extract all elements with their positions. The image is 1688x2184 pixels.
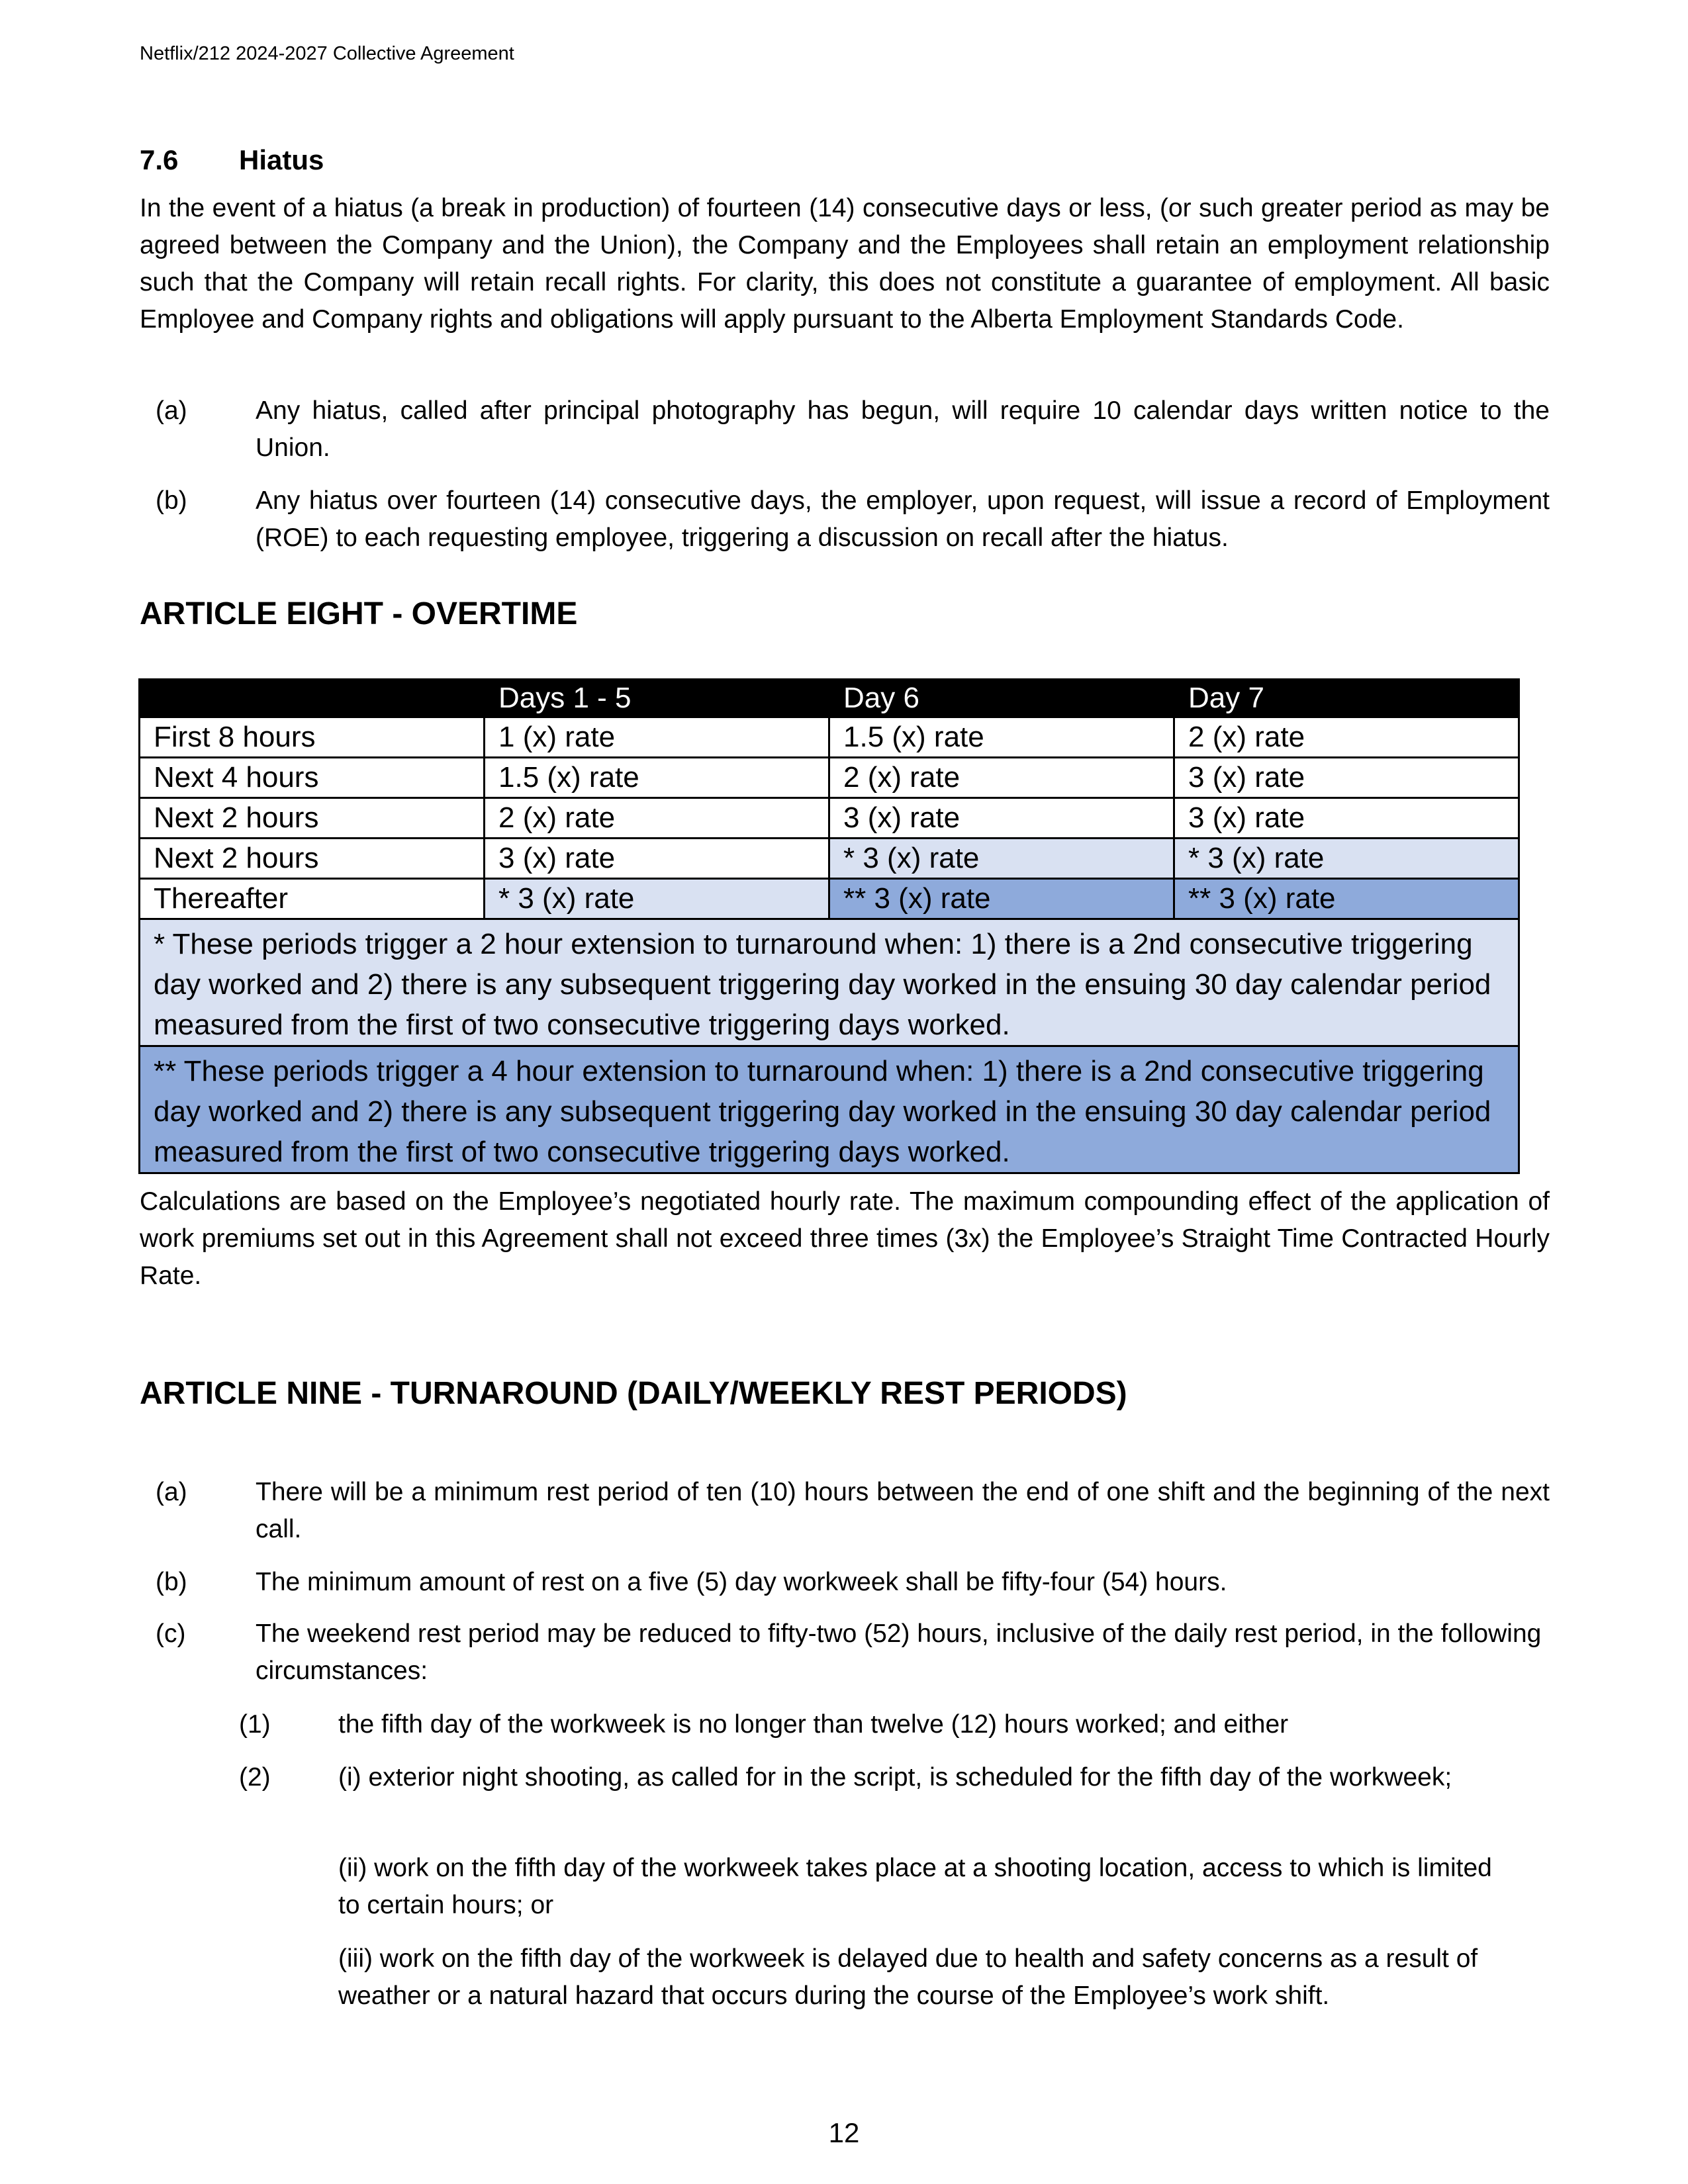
item-marker: (b): [156, 486, 187, 515]
table-cell: Thereafter: [140, 879, 485, 919]
section-heading-7-6: [140, 142, 324, 179]
table-row: [140, 839, 1519, 879]
table-cell-single-star: * 3 (x) rate: [1174, 839, 1519, 879]
hiatus-paragraph: In the event of a hiatus (a break in production) of fourteen (14) consecutive days or less, (or such greater period as may be agreed between the Company and the Union), the Company and the Employees shall retain an employment relationship such that the Company will retain recall rights. For clarity, this does not constitute a guarantee of employment. All basic Employee and Company rights and obligations will apply pursuant to the Alberta Employment Standards Code.: [140, 194, 1550, 334]
table-cell: 2 (x) rate: [829, 758, 1174, 798]
item-text: Any hiatus, called after principal photography has begun, will require 10 calendar days written notice to the Union.: [256, 396, 1550, 462]
item-marker: (b): [156, 1568, 187, 1596]
overtime-table: [138, 678, 1520, 1174]
table-cell-double-star: ** 3 (x) rate: [829, 879, 1174, 919]
item-marker: (c): [156, 1619, 186, 1648]
table-cell: 3 (x) rate: [1174, 798, 1519, 839]
subitem-text: (i) exterior night shooting, as called for in the script, is scheduled for the fifth day of the workweek;: [338, 1763, 1452, 1792]
table-cell: 2 (x) rate: [1174, 717, 1519, 758]
subitem-continuation: (ii) work on the fifth day of the workweek takes place at a shooting location, access to which is limited to certain hours; or: [338, 1854, 1492, 1919]
table-row: [140, 798, 1519, 839]
single-star-note: * These periods trigger a 2 hour extension to turnaround when: 1) there is a 2nd consecutive triggering day worked and 2) there is any subsequent triggering day worked in the ensuing 30 day calendar period measured from the first of two consecutive triggering days worked.: [140, 919, 1519, 1046]
column-header: Day 6: [829, 680, 1174, 717]
table-cell: First 8 hours: [140, 717, 485, 758]
page-number: 12: [828, 2117, 860, 2148]
table-cell: 1.5 (x) rate: [485, 758, 829, 798]
column-header: Days 1 - 5: [485, 680, 829, 717]
table-cell: Next 2 hours: [140, 798, 485, 839]
item-marker: (a): [156, 1478, 187, 1506]
table-row: [140, 717, 1519, 758]
article-eight-title: ARTICLE EIGHT - OVERTIME: [140, 596, 578, 631]
article-nine-title: ARTICLE NINE - TURNAROUND (DAILY/WEEKLY REST PERIODS): [140, 1376, 1127, 1411]
table-cell: 1.5 (x) rate: [829, 717, 1174, 758]
section-number: 7.6: [140, 144, 179, 175]
table-cell-double-star: ** 3 (x) rate: [1174, 879, 1519, 919]
subitem-marker: (2): [239, 1763, 271, 1792]
double-star-note: ** These periods trigger a 4 hour extension to turnaround when: 1) there is a 2nd consecutive triggering day worked and 2) there is any subsequent triggering day worked in the ensuing 30 day calendar period measured from the first of two consecutive triggering days worked.: [140, 1046, 1519, 1173]
overtime-header-row: [140, 680, 1519, 717]
subitem-continuation: (iii) work on the fifth day of the workweek is delayed due to health and safety concerns as a result of weather or a natural hazard that occurs during the course of the Employee’s work shift.: [338, 1944, 1478, 2010]
table-cell: 3 (x) rate: [1174, 758, 1519, 798]
item-text: There will be a minimum rest period of ten (10) hours between the end of one shift and the beginning of the next call.: [256, 1478, 1550, 1543]
running-header: Netflix/212 2024-2027 Collective Agreement: [140, 43, 514, 64]
calculation-paragraph: Calculations are based on the Employee’s negotiated hourly rate. The maximum compounding effect of the application of work premiums set out in this Agreement shall not exceed three times (3x) the Employee’s Straight Time Contracted Hourly Rate.: [140, 1187, 1550, 1290]
item-text: The weekend rest period may be reduced to fifty-two (52) hours, inclusive of the daily rest period, in the following circumstances:: [256, 1619, 1542, 1685]
item-marker: (a): [156, 396, 187, 425]
column-header: [140, 680, 485, 717]
table-note-row: [140, 1046, 1519, 1173]
item-text: Any hiatus over fourteen (14) consecutive days, the employer, upon request, will issue a record of Employment (ROE) to each requesting employee, triggering a discussion on recall after the hiatus.: [256, 486, 1550, 552]
table-note-row: [140, 919, 1519, 1046]
table-cell: Next 4 hours: [140, 758, 485, 798]
table-cell: 3 (x) rate: [485, 839, 829, 879]
table-cell: Next 2 hours: [140, 839, 485, 879]
table-cell-single-star: * 3 (x) rate: [485, 879, 829, 919]
table-row: [140, 879, 1519, 919]
item-text: The minimum amount of rest on a five (5) day workweek shall be fifty-four (54) hours.: [256, 1568, 1227, 1596]
table-row: [140, 758, 1519, 798]
subitem-marker: (1): [239, 1710, 271, 1739]
column-header: Day 7: [1174, 680, 1519, 717]
section-title: Hiatus: [239, 144, 324, 175]
table-cell: 1 (x) rate: [485, 717, 829, 758]
table-cell: 3 (x) rate: [829, 798, 1174, 839]
table-cell: 2 (x) rate: [485, 798, 829, 839]
table-cell-single-star: * 3 (x) rate: [829, 839, 1174, 879]
subitem-text: the fifth day of the workweek is no longer than twelve (12) hours worked; and either: [338, 1710, 1289, 1739]
